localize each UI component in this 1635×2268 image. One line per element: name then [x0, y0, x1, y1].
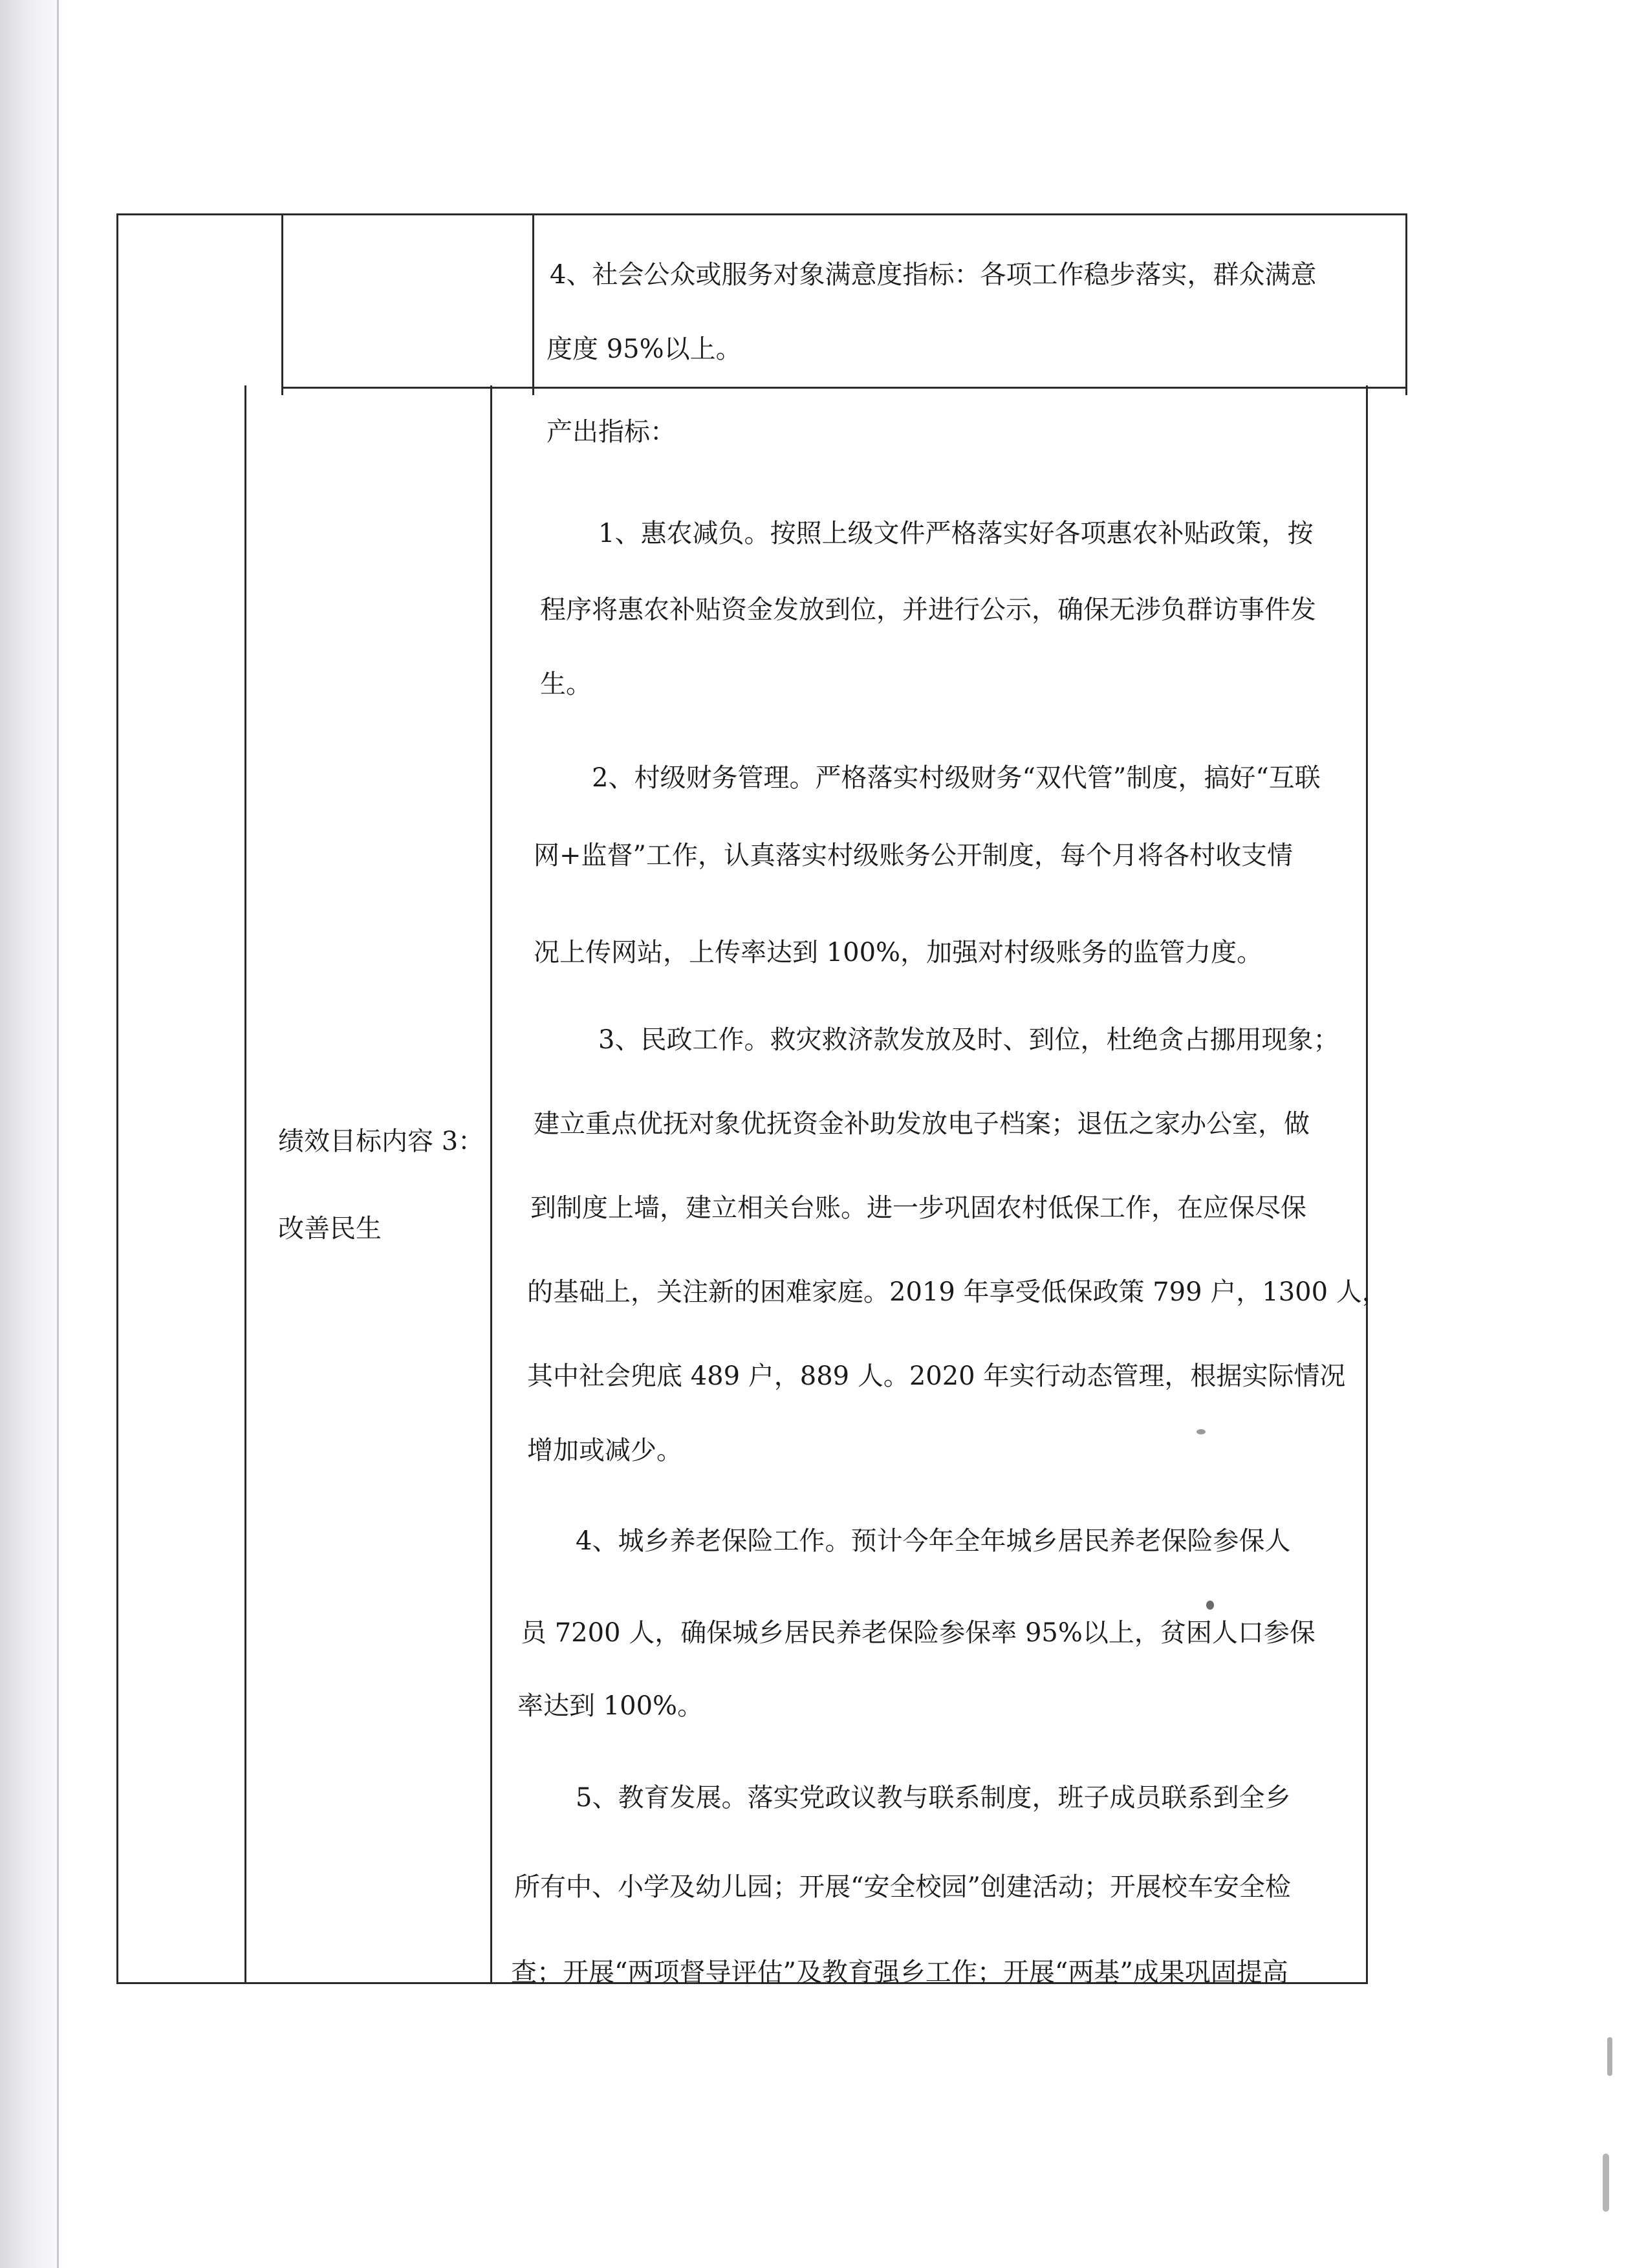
table-top-fragment — [116, 213, 1407, 395]
page-edge-shadow — [0, 0, 65, 2268]
body-line: 4、城乡养老保险工作。预计今年全年城乡居民养老保险参保人 — [576, 1526, 1291, 1556]
satisfaction-indicator-line-2: 度度 95%以上。 — [547, 334, 742, 364]
column-divider — [244, 385, 246, 1984]
column-divider — [281, 215, 283, 395]
scan-speck — [1206, 1601, 1214, 1610]
body-line: 3、民政工作。救灾救济款发放及时、到位，杜绝贪占挪用现象； — [598, 1025, 1339, 1055]
body-line: 增加或减少。 — [527, 1436, 682, 1465]
body-line: 生。 — [540, 669, 592, 699]
output-indicator-heading: 产出指标： — [547, 417, 676, 447]
scan-speck — [1607, 2037, 1612, 2076]
table-border-right — [1366, 385, 1368, 1984]
table-main — [116, 385, 1368, 1987]
body-line: 查；开展“两项督导评估”及教育强乡工作；开展“两基”成果巩固提高 — [511, 1958, 1288, 1987]
column-divider — [532, 215, 534, 395]
body-line: 其中社会兜底 489 户，889 人。2020 年实行动态管理，根据实际情况 — [527, 1361, 1346, 1391]
body-line: 网+监督”工作，认真落实村级账务公开制度，每个月将各村收支情 — [534, 841, 1293, 870]
body-line: 所有中、小学及幼儿园；开展“安全校园”创建活动；开展校车安全检 — [514, 1872, 1291, 1902]
satisfaction-indicator-line-1: 4、社会公众或服务对象满意度指标：各项工作稳步落实，群众满意 — [550, 260, 1317, 290]
page-fold-line — [57, 0, 59, 2268]
goal-label-line-1: 绩效目标内容 3： — [278, 1127, 484, 1156]
body-line: 的基础上，关注新的困难家庭。2019 年享受低保政策 799 户，1300 人， — [527, 1277, 1388, 1307]
goal-label-line-2: 改善民生 — [278, 1214, 382, 1244]
body-line: 程序将惠农补贴资金发放到位，并进行公示，确保无涉负群访事件发 — [540, 595, 1316, 625]
body-line: 到制度上墙，建立相关台账。进一步巩固农村低保工作，在应保尽保 — [530, 1193, 1306, 1223]
table-border-left — [116, 385, 118, 1984]
scan-speck — [1603, 2154, 1609, 2212]
body-line: 2、村级财务管理。严格落实村级财务“双代管”制度，搞好“互联 — [592, 763, 1321, 793]
body-line: 1、惠农减负。按照上级文件严格落实好各项惠农补贴政策，按 — [598, 519, 1314, 548]
column-divider — [490, 385, 492, 1984]
body-line: 况上传网站，上传率达到 100%，加强对村级账务的监管力度。 — [534, 938, 1263, 967]
body-line: 员 7200 人，确保城乡居民养老保险参保率 95%以上，贫困人口参保 — [521, 1618, 1316, 1648]
scan-speck — [1196, 1429, 1206, 1434]
body-line: 5、教育发展。落实党政议教与联系制度，班子成员联系到全乡 — [576, 1783, 1291, 1813]
body-line: 率达到 100%。 — [517, 1691, 704, 1721]
body-line: 建立重点优抚对象优抚资金补助发放电子档案；退伍之家办公室，做 — [534, 1109, 1310, 1139]
